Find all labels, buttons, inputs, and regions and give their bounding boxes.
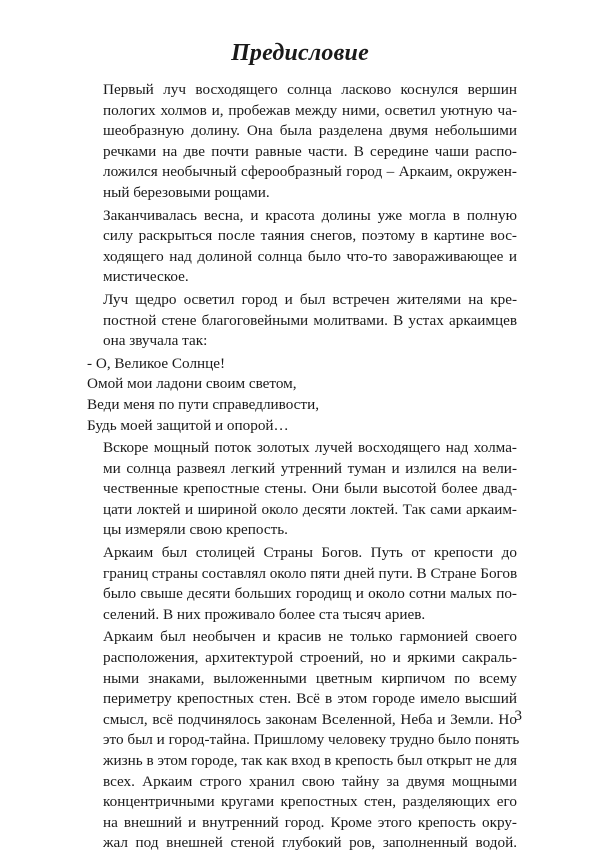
text-line: ными знаками, выложенными цветным кирпичом по всему [103, 669, 517, 687]
text-line: жал под внешней стеной глубокий ров, заполненный водой. [103, 834, 517, 852]
page-number: 3 [514, 708, 522, 724]
text-line: ми солнца развеял легкий утренний туман и излился на вели- [103, 459, 517, 477]
text-line: Аркаим был необычен и красив не только гармонией своего [103, 628, 517, 646]
body-text [87, 80, 520, 856]
paragraph [87, 627, 520, 854]
text-line: смысл, всё подчинялось законам Вселенной, Неба и Земли. Но [103, 710, 517, 728]
verse-line: Веди меня по пути справедливости, [87, 395, 319, 413]
text-line: пологих холмов и, пробежав между ними, осветил уютную ча- [103, 101, 517, 119]
text-line: расположения, архитектурой строений, но и яркими сакраль- [103, 649, 517, 667]
text-line: Вскоре мощный поток золотых лучей восходящего над холма- [103, 439, 517, 457]
verse-line: Омой мои ладони своим светом, [87, 375, 297, 393]
text-line: Луч щедро осветил город и был встречен жителями на кре- [103, 290, 517, 308]
text-line: чественные крепостные стены. Они были высотой более двад- [103, 480, 517, 498]
paragraph [87, 543, 517, 625]
text-line: было свыше десяти больших городищ и около сотни малых по- [103, 585, 517, 603]
text-line: ложился необычный сферообразный город – Аркаим, окружен- [103, 163, 517, 181]
text-line: границ страны составлял около пяти дней пути. В Стране Богов [103, 564, 518, 582]
verse-line: Будь моей защитой и опорой… [87, 416, 289, 434]
text-line: Аркаим был столицей Страны Богов. Путь от крепости до [103, 544, 517, 562]
text-line: она звучала так: [103, 332, 208, 350]
text-line: Заканчивалась весна, и красота долины уже могла в полную [103, 206, 517, 224]
paragraph [87, 438, 517, 541]
prayer-verse [87, 354, 517, 436]
verse-line: - О, Великое Солнце! [87, 354, 226, 372]
text-line: Первый луч восходящего солнца ласково коснулся вершин [103, 81, 517, 98]
paragraph [87, 206, 517, 288]
text-line: концентричными кругами крепостных стен, разделяющих его [103, 793, 517, 811]
text-line: селений. В них проживало более ста тысяч ариев. [103, 605, 426, 623]
text-line: всех. Аркаим строго хранил свою тайну за двумя мощными [103, 772, 517, 790]
text-line: на внешний и внутренний город. Кроме этого крепость окру- [103, 813, 517, 831]
text-line: силу раскрыться после таяния снегов, поэтому в картине вос- [103, 227, 517, 245]
text-line: жизнь в этом городе, так как вход в крепость был открыт не для [103, 752, 517, 769]
text-line: шеобразную долину. Она была разделена двумя небольшими [103, 122, 517, 140]
chapter-title: Предисловие [231, 40, 369, 66]
text-line: цати локтей и шириной около десяти локтей. Так сами аркаим- [103, 500, 517, 518]
text-line: это был и город-тайна. Пришлому человеку трудно было понять [103, 731, 520, 749]
text-line: периметру крепостных стен. Всё в этом городе имело высший [103, 690, 517, 708]
paragraph [87, 290, 517, 352]
text-line: мистическое. [103, 268, 189, 286]
text-line: речками на две почти равные части. В середине чаши распо- [103, 142, 517, 160]
text-line: постной стене благоговейными молитвами. В устах аркаимцев [103, 311, 517, 329]
text-line: цы измеряли свою крепость. [103, 521, 288, 539]
paragraph [87, 80, 517, 204]
text-line: ходящего над долиной солнца было что-то завораживающее и [103, 247, 517, 265]
text-line: ный березовыми рощами. [103, 183, 270, 201]
